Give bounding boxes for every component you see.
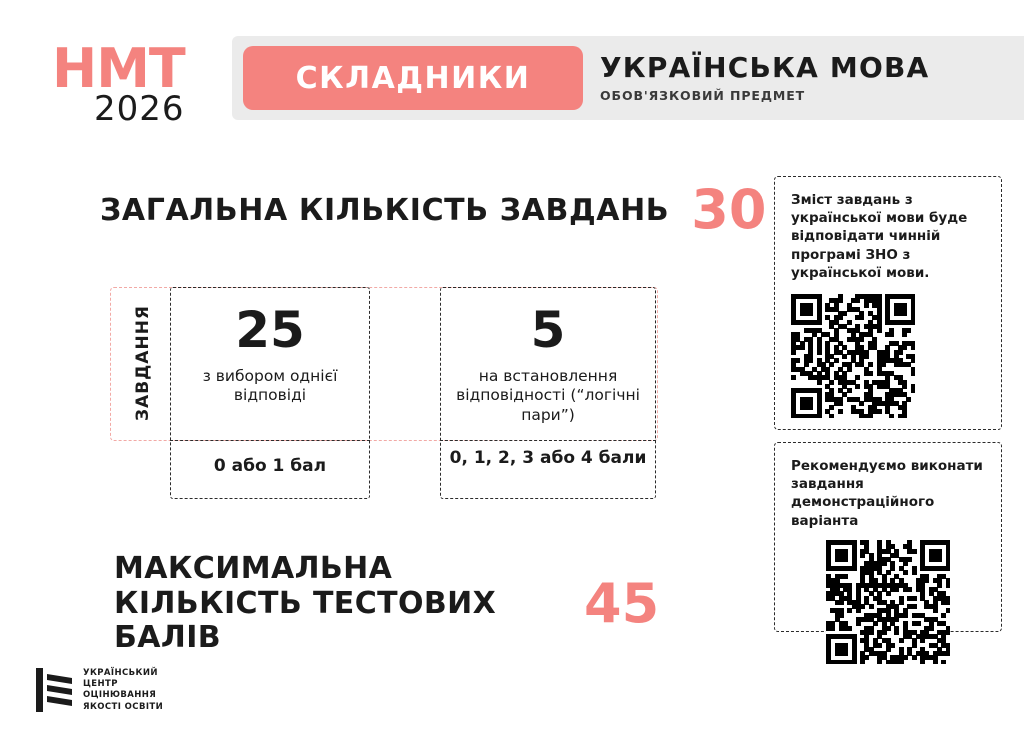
task-score-single-choice: 0 або 1 бал [213, 456, 327, 476]
nmt-logo-year: 2026 [94, 89, 185, 129]
tasks-vertical-label [126, 292, 160, 434]
task-score-matching: 0, 1, 2, 3 або 4 бали [449, 448, 647, 468]
section-pill-label: СКЛАДНИКИ [295, 60, 531, 96]
info-card-program [774, 176, 1002, 430]
subject-title: УКРАЇНСЬКА МОВА [600, 51, 930, 84]
page-header [0, 0, 1024, 136]
organization-logo [36, 668, 163, 713]
task-desc-matching: на встановлення відповідності (“логічні пари”) [456, 367, 640, 424]
total-tasks-label: ЗАГАЛЬНА КІЛЬКІСТЬ ЗАВДАНЬ [100, 192, 670, 228]
org-line-4: ЯКОСТІ ОСВІТИ [83, 701, 164, 712]
book-icon [36, 668, 74, 712]
org-line-2: ЦЕНТР [83, 679, 118, 690]
info-card-demo-text: Рекомендуємо виконати завдання демонстраційного варіанта [791, 458, 983, 529]
task-divider-matching [440, 440, 656, 441]
task-count-matching: 5 [530, 301, 566, 359]
book-icon-svg [36, 668, 74, 712]
org-line-3: ОЦІНЮВАННЯ [83, 690, 157, 701]
total-tasks-value: 30 [691, 178, 767, 241]
max-score-row [114, 552, 754, 656]
section-pill [243, 46, 583, 110]
qr-wrap-program [791, 282, 985, 418]
qr-code-demo-icon[interactable] [826, 540, 950, 664]
task-box-single-choice-content [170, 295, 370, 440]
nmt-logo-text: НМТ [52, 37, 185, 100]
task-count-single-choice: 25 [235, 301, 305, 359]
info-card-program-text: Зміст завдань з української мови буде відповідати чинній програмі ЗНО з української мови. [791, 192, 968, 281]
subject-subtitle: ОБОВ'ЯЗКОВИЙ ПРЕДМЕТ [600, 88, 806, 104]
organization-logo-text [83, 668, 163, 713]
task-desc-single-choice: з вибором однієї відповіді [202, 367, 338, 405]
task-divider-single-choice [170, 440, 370, 441]
org-line-1: УКРАЇНСЬКИЙ [83, 668, 158, 678]
task-box-matching-content [440, 295, 656, 440]
total-tasks-row [100, 178, 767, 241]
info-card-demo [774, 442, 1002, 632]
qr-wrap-demo [791, 530, 985, 664]
max-score-value: 45 [584, 571, 660, 635]
nmt-logo [52, 37, 222, 129]
max-score-label: МАКСИМАЛЬНА КІЛЬКІСТЬ ТЕСТОВИХ БАЛІВ [114, 551, 497, 655]
tasks-vertical-label-text: ЗАВДАННЯ [133, 304, 154, 422]
qr-code-program-icon[interactable] [791, 294, 915, 418]
subject-block [600, 52, 1000, 103]
